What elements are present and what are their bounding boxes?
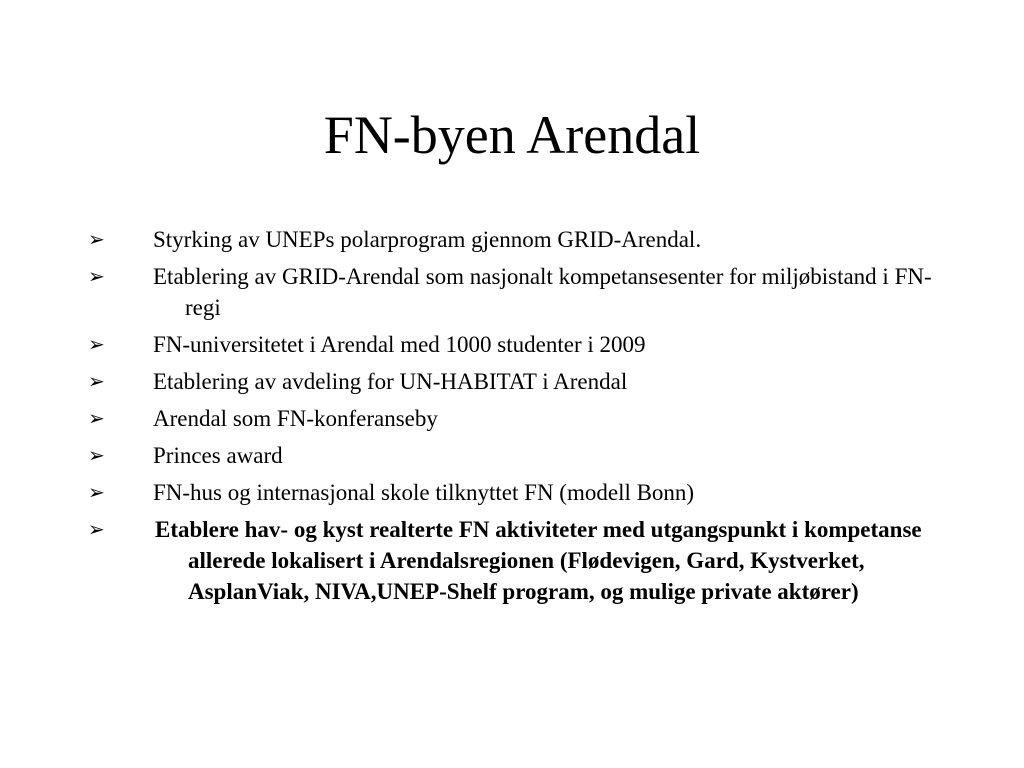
- bullet-item-4: [88, 366, 938, 397]
- arrow-bullet-icon: ➢: [88, 406, 105, 430]
- bullet-item-8: [88, 514, 938, 607]
- bullet-text-6: Princes award: [153, 443, 283, 468]
- bullet-item-7: [88, 477, 938, 508]
- arrow-bullet-icon: ➢: [88, 227, 105, 251]
- slide-title: FN-byen Arendal: [323, 105, 701, 165]
- bullet-text-7: FN-hus og internasjonal skole tilknyttet FN (modell Bonn): [153, 480, 695, 505]
- arrow-bullet-icon: ➢: [88, 443, 105, 467]
- bullet-item-2: [88, 261, 938, 323]
- bullet-text-5: Arendal som FN-konferanseby: [153, 406, 438, 431]
- arrow-bullet-icon: ➢: [88, 517, 105, 541]
- arrow-bullet-icon: ➢: [88, 264, 105, 288]
- bullet-text-2: Etablering av GRID-Arendal som nasjonalt kompetansesenter for miljøbistand i FN-regi: [153, 264, 932, 320]
- bullet-text-3: FN-universitetet i Arendal med 1000 studenter i 2009: [153, 332, 646, 357]
- bullet-item-3: [88, 329, 938, 360]
- bullet-text-1: Styrking av UNEPs polarprogram gjennom GRID-Arendal.: [153, 227, 702, 252]
- arrow-bullet-icon: ➢: [88, 480, 105, 504]
- bullet-item-1: [88, 224, 938, 255]
- bullet-text-8: Etablere hav- og kyst realterte FN aktiviteter med utgangspunkt i kompetanse allerede lokalisert i Arendalsregionen (Flødevigen, Gard, Kystverket, AsplanViak, NIVA,UNEP-Shelf program, og mulige private aktører): [155, 517, 922, 604]
- bullet-list: [88, 224, 938, 613]
- bullet-item-5: [88, 403, 938, 434]
- bullet-text-4: Etablering av avdeling for UN-HABITAT i Arendal: [153, 369, 628, 394]
- bullet-item-6: [88, 440, 938, 471]
- arrow-bullet-icon: ➢: [88, 369, 105, 393]
- arrow-bullet-icon: ➢: [88, 332, 105, 356]
